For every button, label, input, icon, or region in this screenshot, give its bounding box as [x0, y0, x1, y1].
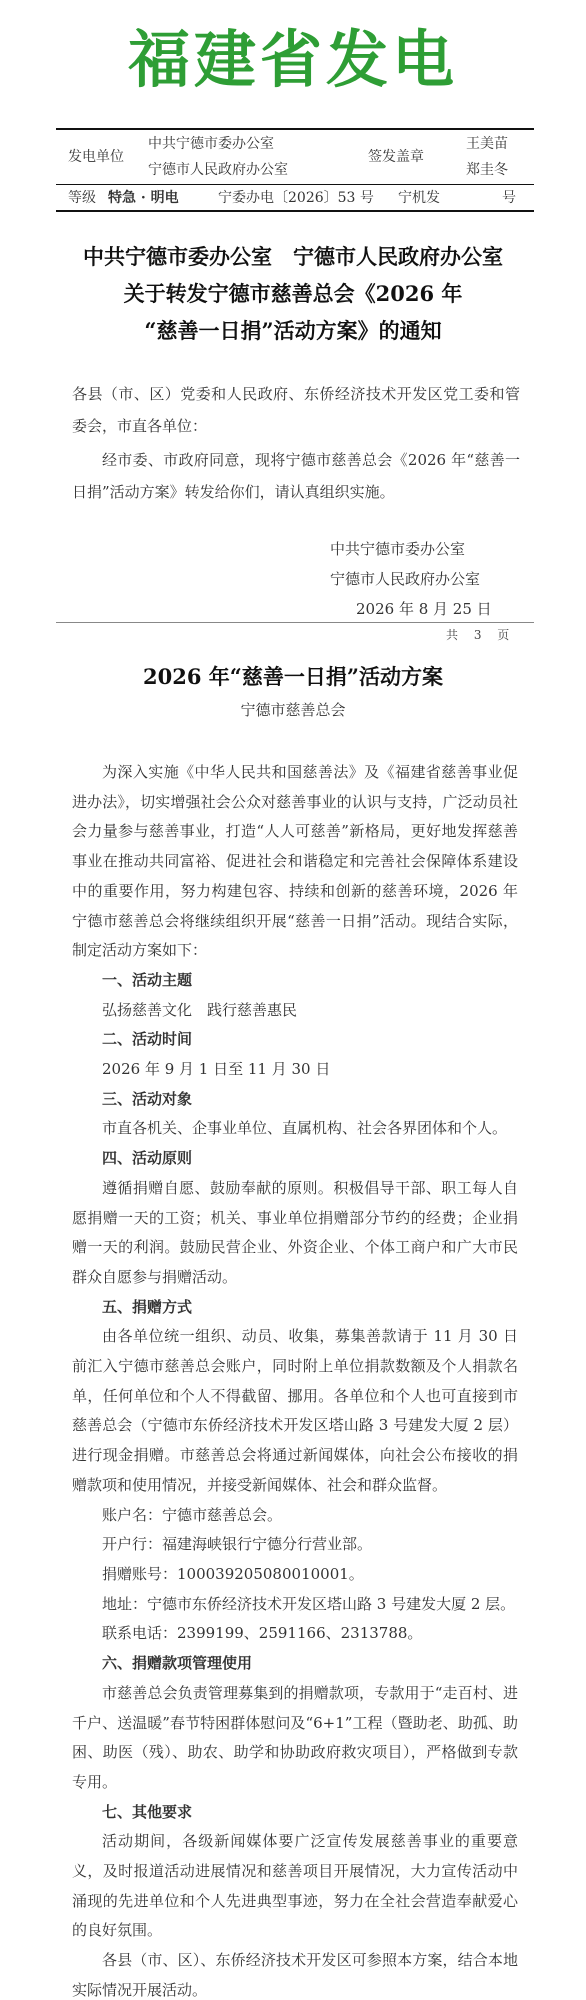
number-suffix: 号 — [502, 190, 516, 206]
plan-title: 2026 年“慈善一日捐”活动方案 — [143, 664, 443, 689]
plan-intro: 为深入实施《中华人民共和国慈善法》及《福建省慈善事业促进办法》，切实增强社会公众对慈善事业的认识与支持，广泛动员社会力量参与慈善事业，打造“人人可慈善”新格局，更好地发挥慈善事业在推动共同富裕、促进社会和谐稳定和完善社会保障体系建设中的重要作用，努力构建包容、持续和创新的慈善环境，2026 年宁德市慈善总会将继续组织开展“慈善一日捐”活动。现结合实际，制定活动方案如下： — [72, 763, 518, 960]
plan-issuer: 宁德市慈善总会 — [240, 701, 346, 719]
masthead-title: 福建省发电 — [127, 23, 458, 96]
signer-label: 签发盖章 — [368, 149, 424, 165]
donation-address: 地址：宁德市东侨经济技术开发区塔山路 3 号建发大厦 2 层。 — [102, 1594, 516, 1613]
doc-number: 宁委办电〔2026〕53 号 — [218, 190, 374, 206]
signer-1: 王美苗 — [466, 136, 508, 152]
issuer-list — [148, 134, 288, 180]
header-top-rule — [56, 128, 534, 130]
section-5-heading: 五、捐赠方式 — [102, 1297, 193, 1316]
signoff-gov-office: 宁德市人民政府办公室 — [330, 570, 481, 588]
account-number: 捐赠账号：100039205080010001。 — [102, 1564, 364, 1583]
contact-phone: 联系电话：2399199、2591166、2313788。 — [102, 1624, 423, 1643]
section-2-heading: 二、活动时间 — [102, 1030, 193, 1049]
doc-meta-row — [68, 188, 534, 208]
section-5-text: 由各单位统一组织、动员、收集，募集善款请于 11 月 30 日前汇入宁德市慈善总会账户，同时附上单位捐款数额及个人捐款名单，任何单位和个人不得截留、挪用。各单位和个人也可直接到市慈善总会（宁德市东侨经济技术开发区塔山路 3 号建发大厦 2 层）进行现金捐赠。市慈善总会将通过新闻媒体，向社会公布接收的捐赠款项和使用情况，并接受新闻媒体、社会和群众监督。 — [72, 1327, 518, 1494]
account-name: 账户名：宁德市慈善总会。 — [102, 1505, 283, 1524]
issuer-2: 宁德市人民政府办公室 — [148, 162, 288, 178]
section-4-heading: 四、活动原则 — [102, 1149, 193, 1168]
sender-code: 宁机发 — [398, 190, 440, 206]
section-7-text-2: 各县（市、区）、东侨经济技术开发区可参照本方案，结合本地实际情况开展活动。 — [72, 1951, 518, 1999]
header-mid-rule — [56, 184, 534, 185]
bank-name: 开户行：福建海峡银行宁德分行营业部。 — [102, 1535, 373, 1554]
notice-title-line-2: 关于转发宁德市慈善总会《2026 年 — [123, 281, 463, 306]
section-7-heading: 七、其他要求 — [102, 1802, 193, 1821]
notice-title-line-3: “慈善一日捐”活动方案》的通知 — [144, 318, 442, 343]
notice-body: 经市委、市政府同意，现将宁德市慈善总会《2026 年“慈善一日捐”活动方案》转发给你们，请认真组织实施。 — [72, 451, 520, 501]
level-label: 等级 — [68, 190, 96, 206]
header-bottom-rule — [56, 210, 534, 212]
section-7-text: 活动期间，各级新闻媒体要广泛宣传发展慈善事业的重要意义，及时报道活动进展情况和慈善项目开展情况，大力宣传活动中涌现的先进单位和个人先进典型事迹，努力在全社会营造奉献爱心的良好氛围。 — [72, 1832, 518, 1940]
section-2-text: 2026 年 9 月 1 日至 11 月 30 日 — [102, 1060, 331, 1079]
section-6-heading: 六、捐赠款项管理使用 — [102, 1654, 253, 1673]
section-1-heading: 一、活动主题 — [102, 970, 193, 989]
section-6-text: 市慈善总会负责管理募集到的捐赠款项，专款用于“走百村、进千户、送温暖”春节特困群体慰问及“6+1”工程（暨助老、助孤、助困、助医（残）、助农、助学和协助政府救灾项目），严格做到专款专用。 — [72, 1683, 518, 1791]
page-divider — [56, 622, 534, 623]
page-count: 共 3 页 — [446, 628, 516, 642]
signoff-date: 2026 年 8 月 25 日 — [356, 600, 492, 618]
signer-2: 郑圭冬 — [466, 162, 508, 178]
section-1-text: 弘扬慈善文化 践行慈善惠民 — [102, 1000, 298, 1019]
section-3-heading: 三、活动对象 — [102, 1089, 193, 1108]
issuer-label: 发电单位 — [68, 149, 124, 165]
notice-title-line-1: 中共宁德市委办公室 宁德市人民政府办公室 — [83, 244, 503, 269]
signoff-party-office: 中共宁德市委办公室 — [330, 540, 466, 558]
notice-recipients: 各县（市、区）党委和人民政府、东侨经济技术开发区党工委和管委会，市直各单位： — [72, 385, 520, 435]
section-4-text: 遵循捐赠自愿、鼓励奉献的原则。积极倡导干部、职工每人自愿捐赠一天的工资；机关、事业单位捐赠部分节约的经费；企业捐赠一天的利润。鼓励民营企业、外资企业、个体工商户和广大市民群众自愿参与捐赠活动。 — [72, 1178, 518, 1286]
signer-list — [466, 134, 508, 180]
plan-body — [72, 758, 518, 2000]
level-value: 特急 · 明电 — [108, 190, 179, 206]
issuer-1: 中共宁德市委办公室 — [148, 136, 274, 152]
section-3-text: 市直各机关、企事业单位、直属机构、社会各界团体和个人。 — [102, 1119, 508, 1138]
